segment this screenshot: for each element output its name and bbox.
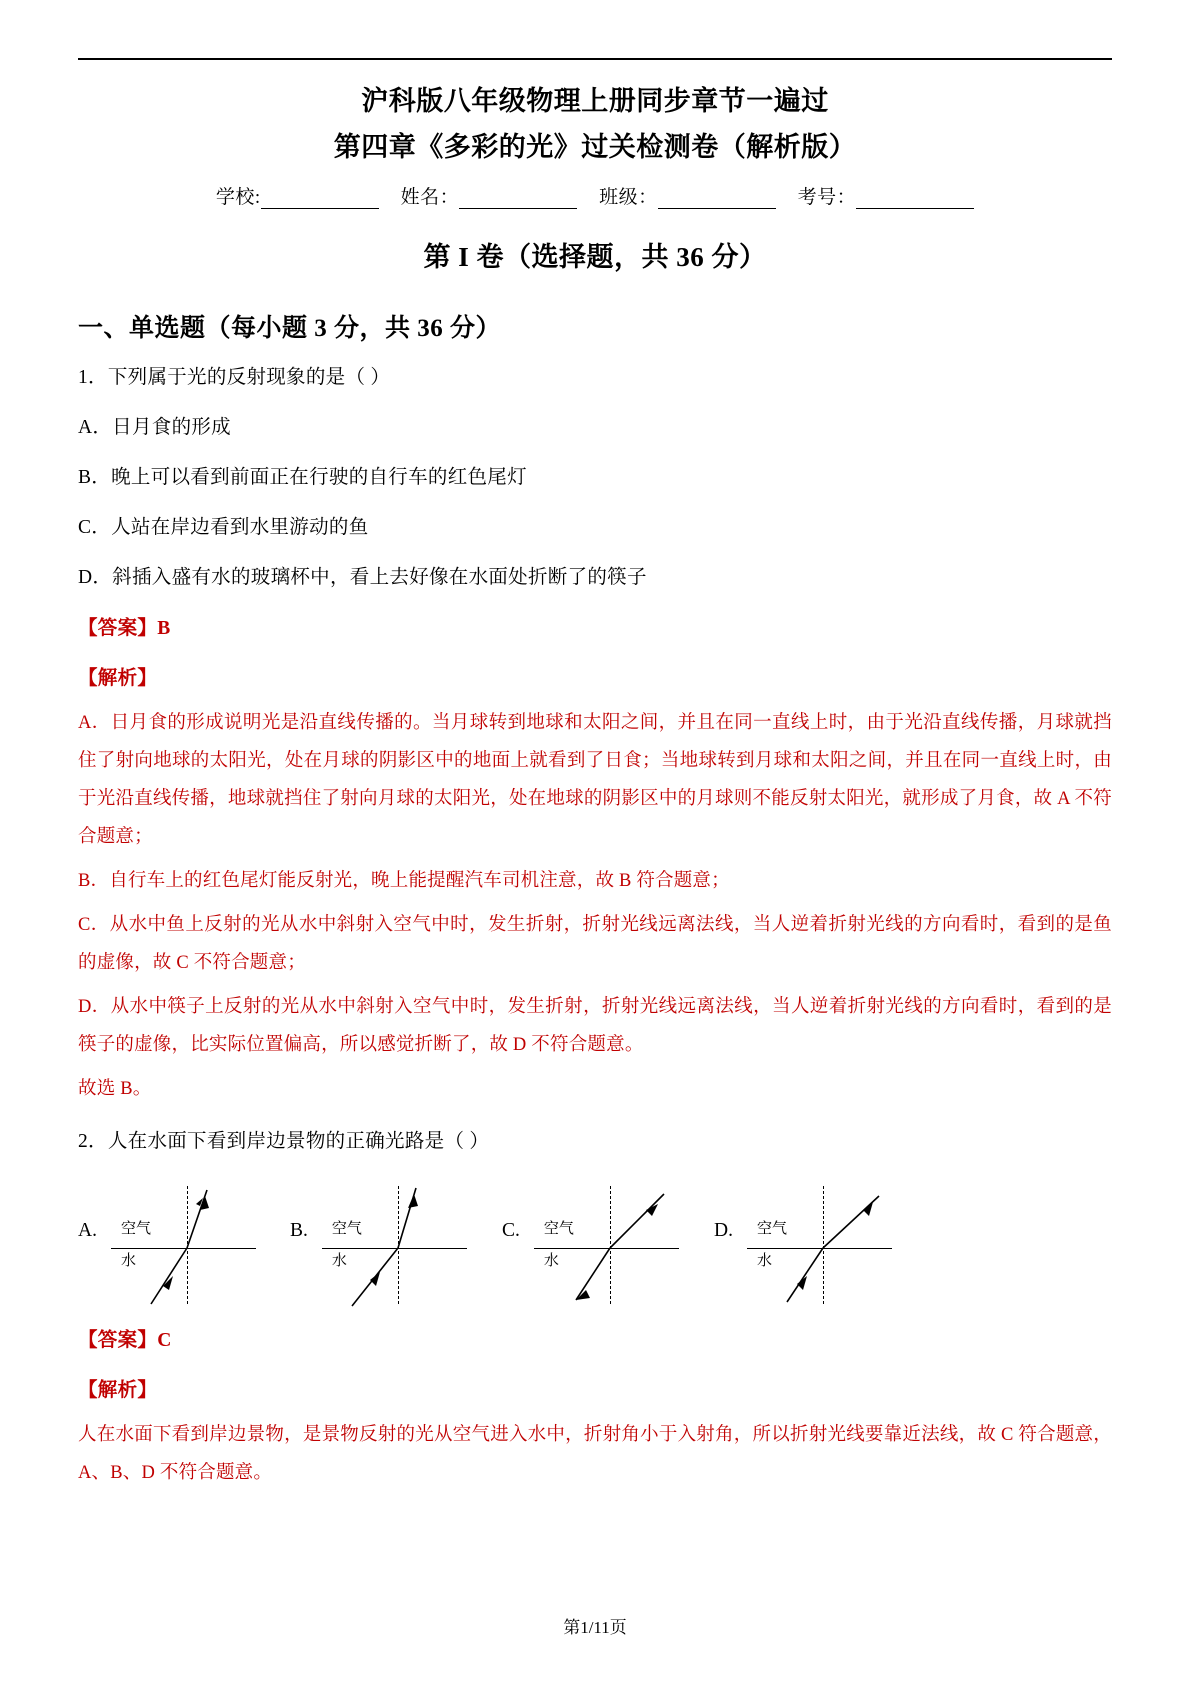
page-content [78, 0, 1112, 1492]
figure-a-water-label: 水 [120, 1253, 136, 1269]
question-1-option-c: C．人站在岸边看到水里游动的鱼 [78, 517, 369, 538]
label-school: 学校: [215, 187, 261, 208]
class-input-blank[interactable] [658, 189, 776, 209]
question-2-explain-text: 人在水面下看到岸边景物，是景物反射的光从空气进入水中，折射角小于入射角，所以折射光线要靠近法线，故 C 符合题意，A、B、D 不符合题意。 [78, 1425, 1112, 1483]
figure-a-label: A. [78, 1220, 97, 1241]
figure-b-diagram [312, 1180, 480, 1310]
question-2-figure-b [290, 1180, 502, 1310]
figure-d-label: D. [714, 1220, 733, 1241]
document-title-line2: 第四章《多彩的光》过关检测卷（解析版） [333, 132, 857, 162]
figure-c-label: C. [502, 1220, 520, 1241]
question-1-option-a: A．日月食的形成 [78, 417, 231, 438]
figure-b-label: B. [290, 1220, 308, 1241]
header-rule [78, 58, 1112, 60]
figure-b-rays [312, 1180, 480, 1310]
label-name: 姓名： [400, 187, 460, 208]
question-1-explain-c: C．从水中鱼上反射的光从水中斜射入空气中时，发生折射，折射光线远离法线，当人逆着折射光线的方向看时，看到的是鱼的虚像，故 C 不符合题意； [78, 915, 1112, 973]
student-info-fields [78, 182, 1112, 209]
school-input-blank[interactable] [261, 189, 379, 209]
question-2-figure-c [502, 1180, 714, 1310]
document-title-line1: 沪科版八年级物理上册同步章节一遍过 [361, 86, 829, 116]
question-1-option-d: D．斜插入盛有水的玻璃杯中，看上去好像在水面处折断了的筷子 [78, 567, 647, 588]
figure-d-air-label: 空气 [756, 1221, 787, 1237]
subsection-heading: 一、单选题（每小题 3 分，共 36 分） [78, 315, 502, 342]
question-1-explain-d: D．从水中筷子上反射的光从水中斜射入空气中时，发生折射，折射光线远离法线，当人逆着折射光线的方向看时，看到的是筷子的虚像，比实际位置偏高，所以感觉折断了，故 D 不符合题意。 [78, 997, 1112, 1055]
figure-b-air-label: 空气 [331, 1221, 362, 1237]
question-1-option-b: B．晚上可以看到前面正在行驶的自行车的红色尾灯 [78, 467, 527, 488]
page-footer: 第1/11页 [563, 1618, 627, 1637]
question-2-explain-label: 【解析】 [78, 1380, 158, 1401]
question-2-answer: 【答案】C [78, 1330, 172, 1351]
figure-c-air-label: 空气 [543, 1221, 574, 1237]
question-1-explain-b: B．自行车上的红色尾灯能反射光，晚上能提醒汽车司机注意，故 B 符合题意； [78, 871, 730, 891]
figure-a-diagram [101, 1180, 269, 1310]
question-1-explain-a: A．日月食的形成说明光是沿直线传播的。当月球转到地球和太阳之间，并且在同一直线上时，由于光沿直线传播，月球就挡住了射向地球的太阳光，处在月球的阴影区中的地面上就看到了日食；当地球转到月球和太阳之间，并且在同一直线上时，由于光沿直线传播，地球就挡住了射向月球的太阳光，处在地球的阴影区中的月球则不能反射太阳光，就形成了月食，故 A 不符合题意； [78, 713, 1112, 847]
figure-c-diagram [524, 1180, 692, 1310]
label-exam-no: 考号： [797, 187, 857, 208]
name-input-blank[interactable] [459, 189, 577, 209]
question-2-figures [78, 1180, 1112, 1310]
figure-a-air-label: 空气 [120, 1221, 151, 1237]
section-heading: 第 I 卷（选择题，共 36 分） [423, 242, 767, 272]
question-1-answer: 【答案】B [78, 618, 171, 639]
exam-no-input-blank[interactable] [856, 189, 974, 209]
figure-d-rays [737, 1180, 905, 1310]
figure-b-water-label: 水 [331, 1253, 347, 1269]
figure-c-rays [524, 1180, 692, 1310]
question-1-explain-conclusion: 故选 B。 [78, 1079, 152, 1099]
question-2-figure-a [78, 1180, 290, 1310]
figure-d-water-label: 水 [756, 1253, 772, 1269]
figure-a-rays [101, 1180, 269, 1310]
question-1-explain-label: 【解析】 [78, 668, 158, 689]
question-2-figure-d [714, 1180, 926, 1310]
question-2-stem: 2．人在水面下看到岸边景物的正确光路是（ ） [78, 1131, 490, 1152]
question-1-stem: 1．下列属于光的反射现象的是（ ） [78, 367, 391, 388]
figure-c-water-label: 水 [543, 1253, 559, 1269]
label-class: 班级： [599, 187, 658, 208]
figure-d-diagram [737, 1180, 905, 1310]
